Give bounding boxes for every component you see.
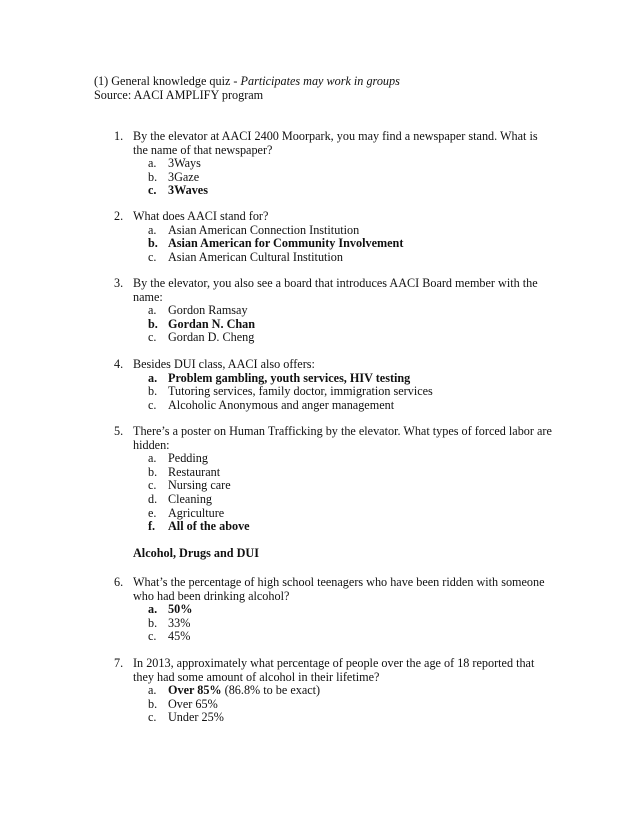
option-letter: b. xyxy=(148,464,158,479)
option-item-correct xyxy=(148,237,554,251)
option-list xyxy=(148,372,554,413)
quiz-title: (1) General knowledge quiz - xyxy=(94,74,241,88)
option-item xyxy=(148,224,554,238)
option-letter: a. xyxy=(148,303,157,318)
option-text: 50% xyxy=(168,602,193,617)
option-list xyxy=(148,603,554,644)
option-text: Gordan N. Chan xyxy=(168,316,256,331)
option-item xyxy=(148,698,554,712)
option-item xyxy=(148,385,554,399)
option-letter: c. xyxy=(148,249,157,264)
option-item-correct xyxy=(148,318,554,332)
question-2 xyxy=(114,210,554,264)
option-item-correct xyxy=(148,603,554,617)
option-text: Asian American Connection Institution xyxy=(168,222,360,237)
option-letter: a. xyxy=(148,222,157,237)
option-letter: e. xyxy=(148,505,157,520)
option-text: Gordon Ramsay xyxy=(168,303,248,318)
option-text: Asian American for Community Involvement xyxy=(168,236,404,251)
option-item xyxy=(148,251,554,265)
option-item xyxy=(148,630,554,644)
option-letter: f. xyxy=(148,519,156,534)
option-item xyxy=(148,171,554,185)
option-item xyxy=(148,452,554,466)
option-letter: c. xyxy=(148,397,157,412)
option-letter: b. xyxy=(148,236,158,251)
question-5 xyxy=(114,425,554,534)
option-letter: b. xyxy=(148,169,158,184)
question-number: 1. xyxy=(114,129,124,143)
option-letter: b. xyxy=(148,316,158,331)
option-text: Cleaning xyxy=(168,491,213,506)
option-item-correct xyxy=(148,372,554,386)
option-letter: c. xyxy=(148,710,157,725)
option-text: Restaurant xyxy=(168,464,221,479)
option-letter: b. xyxy=(148,384,158,399)
question-text: By the elevator at AACI 2400 Moorpark, you may find a newspaper stand. What is the name of that newspaper? xyxy=(133,129,538,157)
option-text: Agriculture xyxy=(168,505,225,520)
question-number: 2. xyxy=(114,209,124,223)
quiz-subtitle: Participates may work in groups xyxy=(240,74,400,88)
option-list xyxy=(148,157,554,198)
option-letter: d. xyxy=(148,491,158,506)
option-letter: a. xyxy=(148,370,158,385)
option-item xyxy=(148,304,554,318)
option-letter: c. xyxy=(148,330,157,345)
question-4 xyxy=(114,358,554,412)
question-number: 7. xyxy=(114,656,124,670)
option-letter: a. xyxy=(148,602,158,617)
quiz-header xyxy=(94,75,400,102)
option-text-bold: Over 85% xyxy=(168,683,222,698)
option-text: Pedding xyxy=(168,451,208,466)
option-item xyxy=(148,466,554,480)
section-title: Alcohol, Drugs and DUI xyxy=(133,546,259,560)
question-text: What’s the percentage of high school teenagers who have been ridden with someone who had been drinking alcohol? xyxy=(133,575,545,603)
option-text: 3Waves xyxy=(168,183,208,198)
question-number: 4. xyxy=(114,357,124,371)
option-text: Tutoring services, family doctor, immigration services xyxy=(168,384,433,399)
option-text-rest: (86.8% to be exact) xyxy=(221,683,321,698)
option-item xyxy=(148,711,554,725)
option-item xyxy=(148,617,554,631)
question-number: 6. xyxy=(114,575,124,589)
option-letter: c. xyxy=(148,478,157,493)
option-text: Asian American Cultural Institution xyxy=(168,249,343,264)
question-text: Besides DUI class, AACI also offers: xyxy=(133,357,315,371)
quiz-source: Source: AACI AMPLIFY program xyxy=(94,87,264,102)
option-item xyxy=(148,479,554,493)
option-text: All of the above xyxy=(168,519,250,534)
question-number: 5. xyxy=(114,424,124,438)
option-text: 45% xyxy=(168,629,191,644)
option-letter: c. xyxy=(148,183,157,198)
option-text: Gordan D. Cheng xyxy=(168,330,255,345)
option-item xyxy=(148,507,554,521)
question-7 xyxy=(114,657,554,725)
option-letter: b. xyxy=(148,615,158,630)
option-letter: b. xyxy=(148,696,158,711)
question-text: There’s a poster on Human Trafficking by the elevator. What types of forced labor are hidden: xyxy=(133,424,552,452)
option-letter: a. xyxy=(148,156,157,171)
option-list xyxy=(148,684,554,725)
option-item-correct xyxy=(148,520,554,534)
option-letter: a. xyxy=(148,451,157,466)
option-text: 33% xyxy=(168,615,191,630)
question-text: In 2013, approximately what percentage of people over the age of 18 reported that they had some amount of alcohol in their lifetime? xyxy=(133,656,535,684)
option-item xyxy=(148,493,554,507)
option-list xyxy=(148,304,554,345)
option-text: Over 65% xyxy=(168,696,218,711)
option-item xyxy=(148,399,554,413)
question-6 xyxy=(114,576,554,644)
option-item xyxy=(148,331,554,345)
question-3 xyxy=(114,277,554,345)
question-number: 3. xyxy=(114,276,124,290)
quiz-title-line xyxy=(94,75,400,89)
option-text: Alcoholic Anonymous and anger management xyxy=(168,397,395,412)
option-item-correct xyxy=(148,184,554,198)
option-list xyxy=(148,452,554,534)
option-list xyxy=(148,224,554,265)
option-text: Nursing care xyxy=(168,478,231,493)
option-text: Problem gambling, youth services, HIV testing xyxy=(168,370,411,385)
option-letter: a. xyxy=(148,683,157,698)
option-text: Under 25% xyxy=(168,710,224,725)
question-1 xyxy=(114,130,554,198)
option-letter: c. xyxy=(148,629,157,644)
option-item-correct xyxy=(148,684,554,698)
option-text: 3Ways xyxy=(168,156,201,171)
option-text: 3Gaze xyxy=(168,169,200,184)
option-item xyxy=(148,157,554,171)
question-text: By the elevator, you also see a board that introduces AACI Board member with the name: xyxy=(133,276,538,304)
question-text: What does AACI stand for? xyxy=(133,209,269,223)
